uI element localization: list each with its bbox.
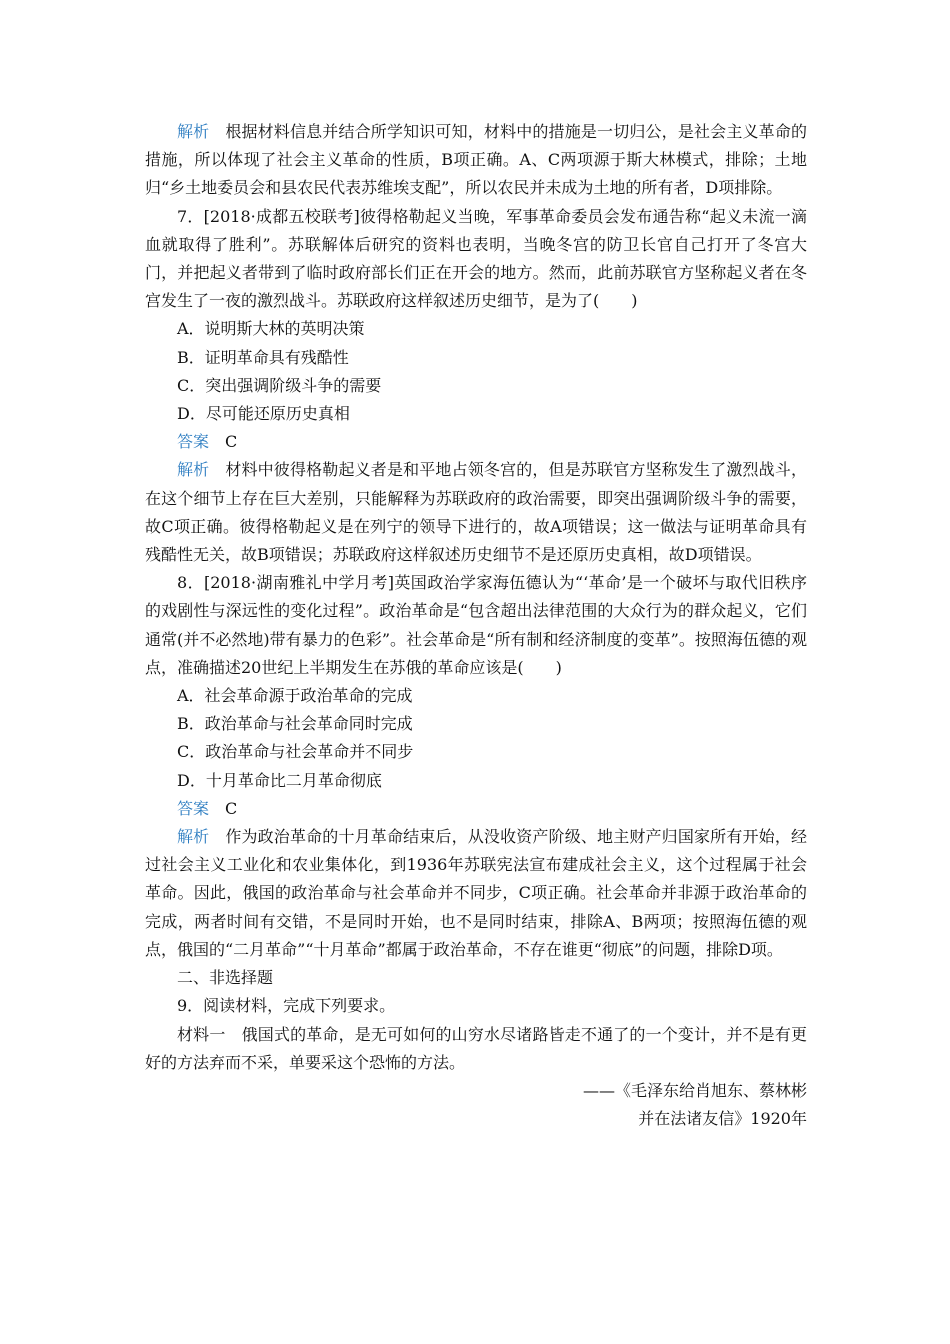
analysis-paragraph: [145, 118, 807, 203]
analysis-text: 根据材料信息并结合所学知识可知，材料中的措施是一切归公，是社会主义革命的措施，所以体现了社会主义革命的性质，B项正确。A、C两项源于斯大林模式，排除；土地归“乡土地委员会和县农民代表苏维埃支配”，所以农民并未成为土地的所有者，D项排除。: [145, 122, 807, 198]
question-7-option-c: C．突出强调阶级斗争的需要: [177, 375, 382, 395]
answer-value: C: [225, 798, 238, 818]
analysis-label: 解析: [177, 460, 210, 480]
question-8-option-a: A．社会革命源于政治革命的完成: [177, 686, 413, 706]
question-7-option-b: B．证明革命具有残酷性: [177, 347, 349, 367]
section-heading: 二、非选择题: [177, 968, 274, 988]
analysis-text: 材料中彼得格勒起义者是和平地占领冬宫的，但是苏联官方坚称发生了激烈战斗，在这个细节上存在巨大差别，只能解释为苏联政府的政治需要，即突出强调阶级斗争的需要，故C项正确。彼得格勒起义是在列宁的领导下进行的，故A项错误；这一做法与证明革命具有残酷性无关，故B项错误；苏联政府这样叙述历史细节不是还原历史真相，故D项错误。: [145, 460, 807, 565]
question-8-option-c: C．政治革命与社会革命并不同步: [177, 742, 414, 762]
analysis-text: 作为政治革命的十月革命结束后，从没收资产阶级、地主财产归国家所有开始，经过社会主义工业化和农业集体化，到1936年苏联宪法宣布建成社会主义，这个过程属于社会革命。因此，俄国的政治革命与社会革命并不同步，C项正确。社会革命并非源于政治革命的完成，两者时间有交错，不是同时开始，也不是同时结束，排除A、B两项；按照海伍德的观点，俄国的“二月革命”“十月革命”都属于政治革命，不存在谁更“彻底”的问题，排除D项。: [145, 827, 807, 959]
answer-label: 答案: [177, 432, 210, 452]
question-9-stem: 9．阅读材料，完成下列要求。: [177, 996, 396, 1016]
material-attribution-line-2: 并在法诸友信》1920年: [638, 1109, 807, 1129]
document-page: [145, 118, 807, 1133]
answer-value: C: [225, 432, 238, 452]
question-8-option-b: B．政治革命与社会革命同时完成: [177, 714, 413, 734]
question-7-option-a: A．说明斯大林的英明决策: [177, 319, 365, 339]
analysis-label: 解析: [177, 122, 210, 141]
answer-label: 答案: [177, 798, 210, 818]
question-7-analysis: [145, 456, 807, 569]
question-8-option-d: D．十月革命比二月革命彻底: [177, 770, 382, 790]
question-7-stem: 7．[2018·成都五校联考]彼得格勒起义当晚，军事革命委员会发布通告称“起义未流一滴血就取得了胜利”。苏联解体后研究的资料也表明，当晚冬宫的防卫长官自己打开了冬宫大门，并把起义者带到了临时政府部长们正在开会的地方。然而，此前苏联官方坚称起义者在冬宫发生了一夜的激烈战斗。苏联政府这样叙述历史细节，是为了( ): [145, 206, 807, 311]
question-7-option-d: D．尽可能还原历史真相: [177, 404, 350, 424]
question-8-answer: [145, 795, 807, 823]
analysis-label: 解析: [177, 827, 210, 847]
material-one: 材料一 俄国式的革命，是无可如何的山穷水尽诸路皆走不通了的一个变计，并不是有更好的方法弃而不采，单要采这个恐怖的方法。: [145, 1024, 807, 1072]
material-attribution-line-1: ——《毛泽东给肖旭东、蔡林彬: [582, 1080, 807, 1100]
question-8-stem: 8．[2018·湖南雅礼中学月考]英国政治学家海伍德认为“‘革命’是一个破坏与取代旧秩序的戏剧性与深远性的变化过程”。政治革命是“包含超出法律范围的大众行为的群众起义，它们通常(并不必然地)带有暴力的色彩”。社会革命是“所有制和经济制度的变革”。按照海伍德的观点，准确描述20世纪上半期发生在苏俄的革命应该是( ): [145, 573, 807, 677]
question-8-analysis: [145, 823, 807, 964]
question-7-answer: [145, 428, 807, 456]
